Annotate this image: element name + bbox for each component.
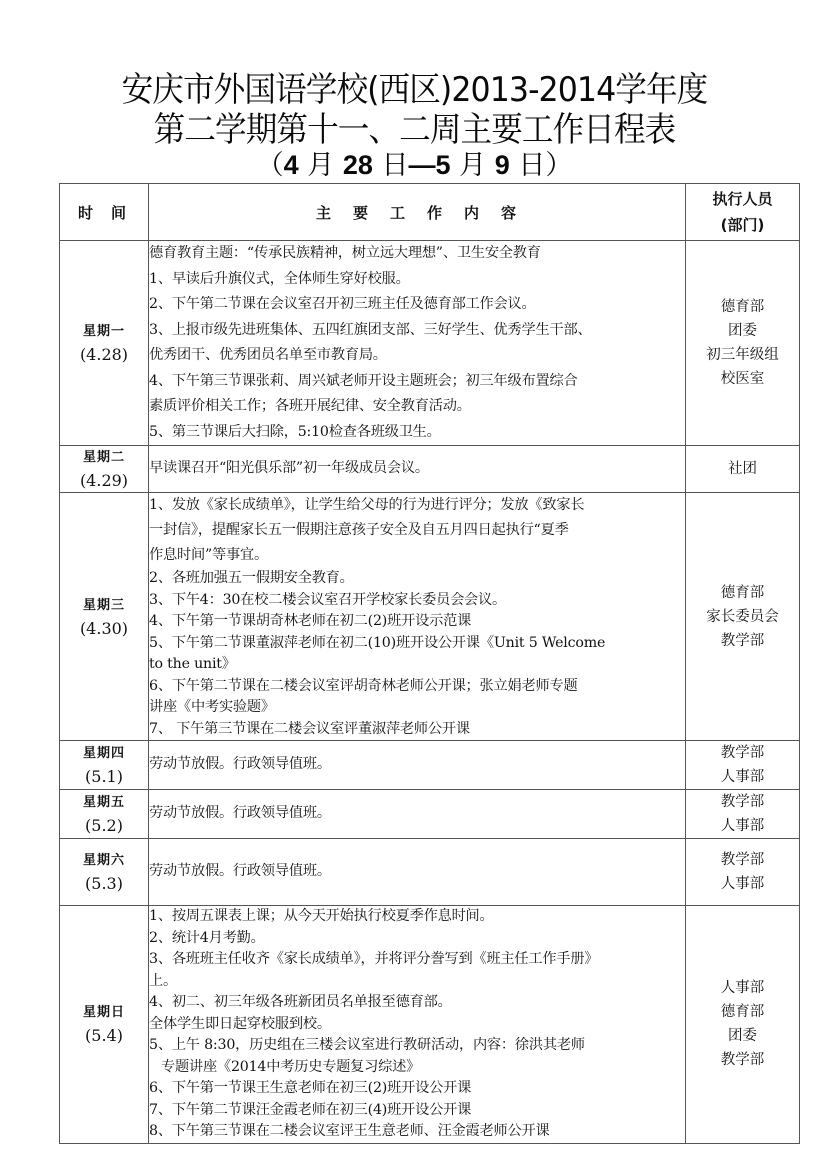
table-row: [60, 446, 800, 493]
department-name: 教学部: [720, 852, 765, 868]
content-line: 4、下午第三节课张莉、周兴斌老师开设主题班会；初三年级布置综合: [149, 372, 578, 389]
date-label: (5.2): [85, 816, 123, 835]
date-label: (5.3): [85, 874, 123, 893]
department-name: 教学部: [720, 794, 765, 810]
content-line: 德育教育主题：“传承民族精神，树立远大理想”、卫生安全教育: [149, 245, 541, 261]
department-name: 家长委员会: [706, 608, 779, 625]
content-line: 1、早读后升旗仪式，全体师生穿好校服。: [149, 270, 410, 287]
content-line: 劳动节放假。行政领导值班。: [149, 756, 331, 773]
content-line: 4、下午第一节课胡奇林老师在初二(2)班开设示范课: [149, 613, 472, 629]
content-line: 讲座《中考实验题》: [149, 699, 275, 715]
header-department-line2: (部门): [720, 216, 765, 234]
department-name: 人事部: [720, 769, 765, 785]
table-row: [60, 790, 800, 839]
content-cell: [149, 839, 686, 906]
header-content: 主要工作内容: [149, 184, 686, 241]
content-line: 劳动节放假。行政领导值班。: [149, 863, 331, 880]
date-range-end-day: 9: [494, 150, 510, 180]
content-line: 作息时间”等事宜。: [149, 547, 268, 563]
department-name: 校医室: [720, 371, 765, 387]
day-cell: [60, 790, 149, 839]
date-range-start-day: 28: [342, 150, 373, 180]
department-name: 教学部: [720, 632, 765, 649]
content-cell: [149, 241, 686, 446]
department-cell: [686, 241, 800, 446]
content-cell: [149, 906, 686, 1144]
content-line: 2、下午第二节课在会议室召开初三班主任及德育部工作会议。: [149, 296, 536, 312]
content-line: 一封信》，提醒家长五一假期注意孩子安全及自五月四日起执行“夏季: [149, 522, 569, 538]
content-line: 7、 下午第三节课在二楼会议室评董淑萍老师公开课: [149, 720, 470, 737]
content-line: 2、各班加强五一假期安全教育。: [149, 570, 354, 586]
date-range-day-char-2: 日: [518, 150, 546, 181]
content-line: 5、下午第二节课董淑萍老师在初二(10)班开设公开课《Unit 5 Welcome: [149, 634, 606, 651]
weekday-label: 星期三: [82, 597, 125, 613]
header-department-line1: 执行人员: [712, 190, 773, 208]
content-cell: [149, 790, 686, 839]
department-name: 团委: [728, 323, 757, 339]
department-name: 教学部: [720, 745, 765, 761]
table-row: [60, 741, 800, 790]
date-label: (4.30): [79, 618, 129, 638]
content-line: 5、第三节课后大扫除，5:10检查各班级卫生。: [149, 423, 441, 440]
department-name: 人事部: [720, 980, 765, 997]
date-range-month-char-2: 月: [459, 150, 487, 181]
weekday-label: 星期一: [82, 324, 125, 339]
department-name: 社团: [728, 461, 757, 477]
weekday-label: 星期六: [82, 853, 125, 868]
header-department: [686, 184, 800, 241]
content-line: 上。: [149, 972, 177, 989]
date-range-day-char: 日: [381, 150, 409, 181]
date-range-dash: —: [408, 150, 436, 180]
date-range-open: （: [256, 150, 284, 181]
content-line: 3、各班班主任收齐《家长成绩单》，并将评分誊写到《班主任工作手册》: [149, 951, 599, 967]
table-row: [60, 906, 800, 1144]
day-cell: [60, 906, 149, 1144]
department-cell: [686, 790, 800, 839]
department-name: 初三年级组: [706, 347, 779, 363]
day-cell: [60, 241, 149, 446]
content-cell: [149, 446, 686, 493]
content-line: 优秀团干、优秀团员名单至市教育局。: [149, 347, 387, 363]
department-cell: [686, 906, 800, 1144]
table-row: [60, 839, 800, 906]
department-cell: [686, 446, 800, 493]
content-cell: [149, 493, 686, 741]
content-line: 1、发放《家长成绩单》，让学生给父母的行为进行评分；发放《致家长: [149, 497, 585, 513]
content-line: 5、上午 8:30，历史组在三楼会议室进行教研活动，内容：徐洪其老师: [149, 1037, 585, 1053]
content-line: 8、下午第三节课在二楼会议室评王生意老师、汪金霞老师公开课: [149, 1123, 550, 1139]
date-label: (4.28): [79, 345, 129, 364]
date-range-end-month: 5: [435, 150, 451, 180]
weekday-label: 星期四: [82, 746, 125, 761]
content-line: 6、下午第二节课在二楼会议室评胡奇林老师公开课；张立娟老师专题: [149, 677, 578, 694]
weekday-label: 星期日: [82, 1005, 125, 1021]
department-name: 德育部: [720, 584, 765, 601]
department-name: 人事部: [720, 818, 765, 834]
content-cell: [149, 741, 686, 790]
date-label: (5.4): [85, 1026, 123, 1046]
weekday-label: 星期二: [82, 450, 125, 465]
content-line: 专题讲座《2014中考历史专题复习综述》: [161, 1058, 421, 1075]
date-range-start-month: 4: [283, 150, 299, 180]
content-line: 4、初二、初三年级各班新团员名单报至德育部。: [149, 994, 452, 1010]
day-cell: [60, 741, 149, 790]
department-name: 德育部: [720, 1004, 765, 1021]
day-cell: [60, 493, 149, 741]
weekday-label: 星期五: [82, 795, 125, 810]
department-name: 人事部: [720, 876, 765, 892]
content-line: 2、统计4月考勤。: [149, 929, 265, 946]
department-name: 教学部: [720, 1052, 765, 1069]
content-line: 劳动节放假。行政领导值班。: [149, 805, 331, 822]
date-label: (4.29): [79, 471, 129, 490]
department-name: 团委: [728, 1028, 757, 1045]
department-cell: [686, 741, 800, 790]
day-cell: [60, 839, 149, 906]
content-line: 7、下午第二节课汪金霞老师在初三(4)班开设公开课: [149, 1101, 472, 1118]
day-cell: [60, 446, 149, 493]
table-row: [60, 493, 800, 741]
department-cell: [686, 493, 800, 741]
schedule-table: [59, 183, 800, 1144]
department-name: 德育部: [720, 299, 765, 315]
content-line: 全体学生即日起穿校服到校。: [149, 1015, 331, 1032]
department-cell: [686, 839, 800, 906]
content-line: to the unit》: [149, 656, 236, 672]
document-title: 安庆市外国语学校(西区)2013-2014学年度: [121, 70, 708, 110]
content-line: 3、下午4：30在校二楼会议室召开学校家长委员会会议。: [149, 591, 507, 608]
document-subtitle: 第二学期第十一、二周主要工作日程表: [153, 110, 676, 150]
content-line: 素质评价相关工作；各班开展纪律、安全教育活动。: [149, 398, 471, 414]
date-range: [0, 149, 829, 182]
date-range-month-char: 月: [307, 150, 335, 181]
date-range-close: ）: [545, 150, 573, 181]
content-line: 6、下午第一节课王生意老师在初三(2)班开设公开课: [149, 1080, 472, 1096]
content-line: 1、按周五课表上课；从今天开始执行校夏季作息时间。: [149, 908, 494, 924]
header-row: [60, 184, 800, 241]
header-time: 时间: [60, 184, 149, 241]
date-label: (5.1): [85, 767, 123, 786]
content-line: 早读课召开“阳光俱乐部”初一年级成员会议。: [149, 460, 429, 477]
content-line: 3、上报市级先进班集体、五四红旗团支部、三好学生、优秀学生干部、: [149, 321, 592, 338]
table-row: [60, 241, 800, 446]
